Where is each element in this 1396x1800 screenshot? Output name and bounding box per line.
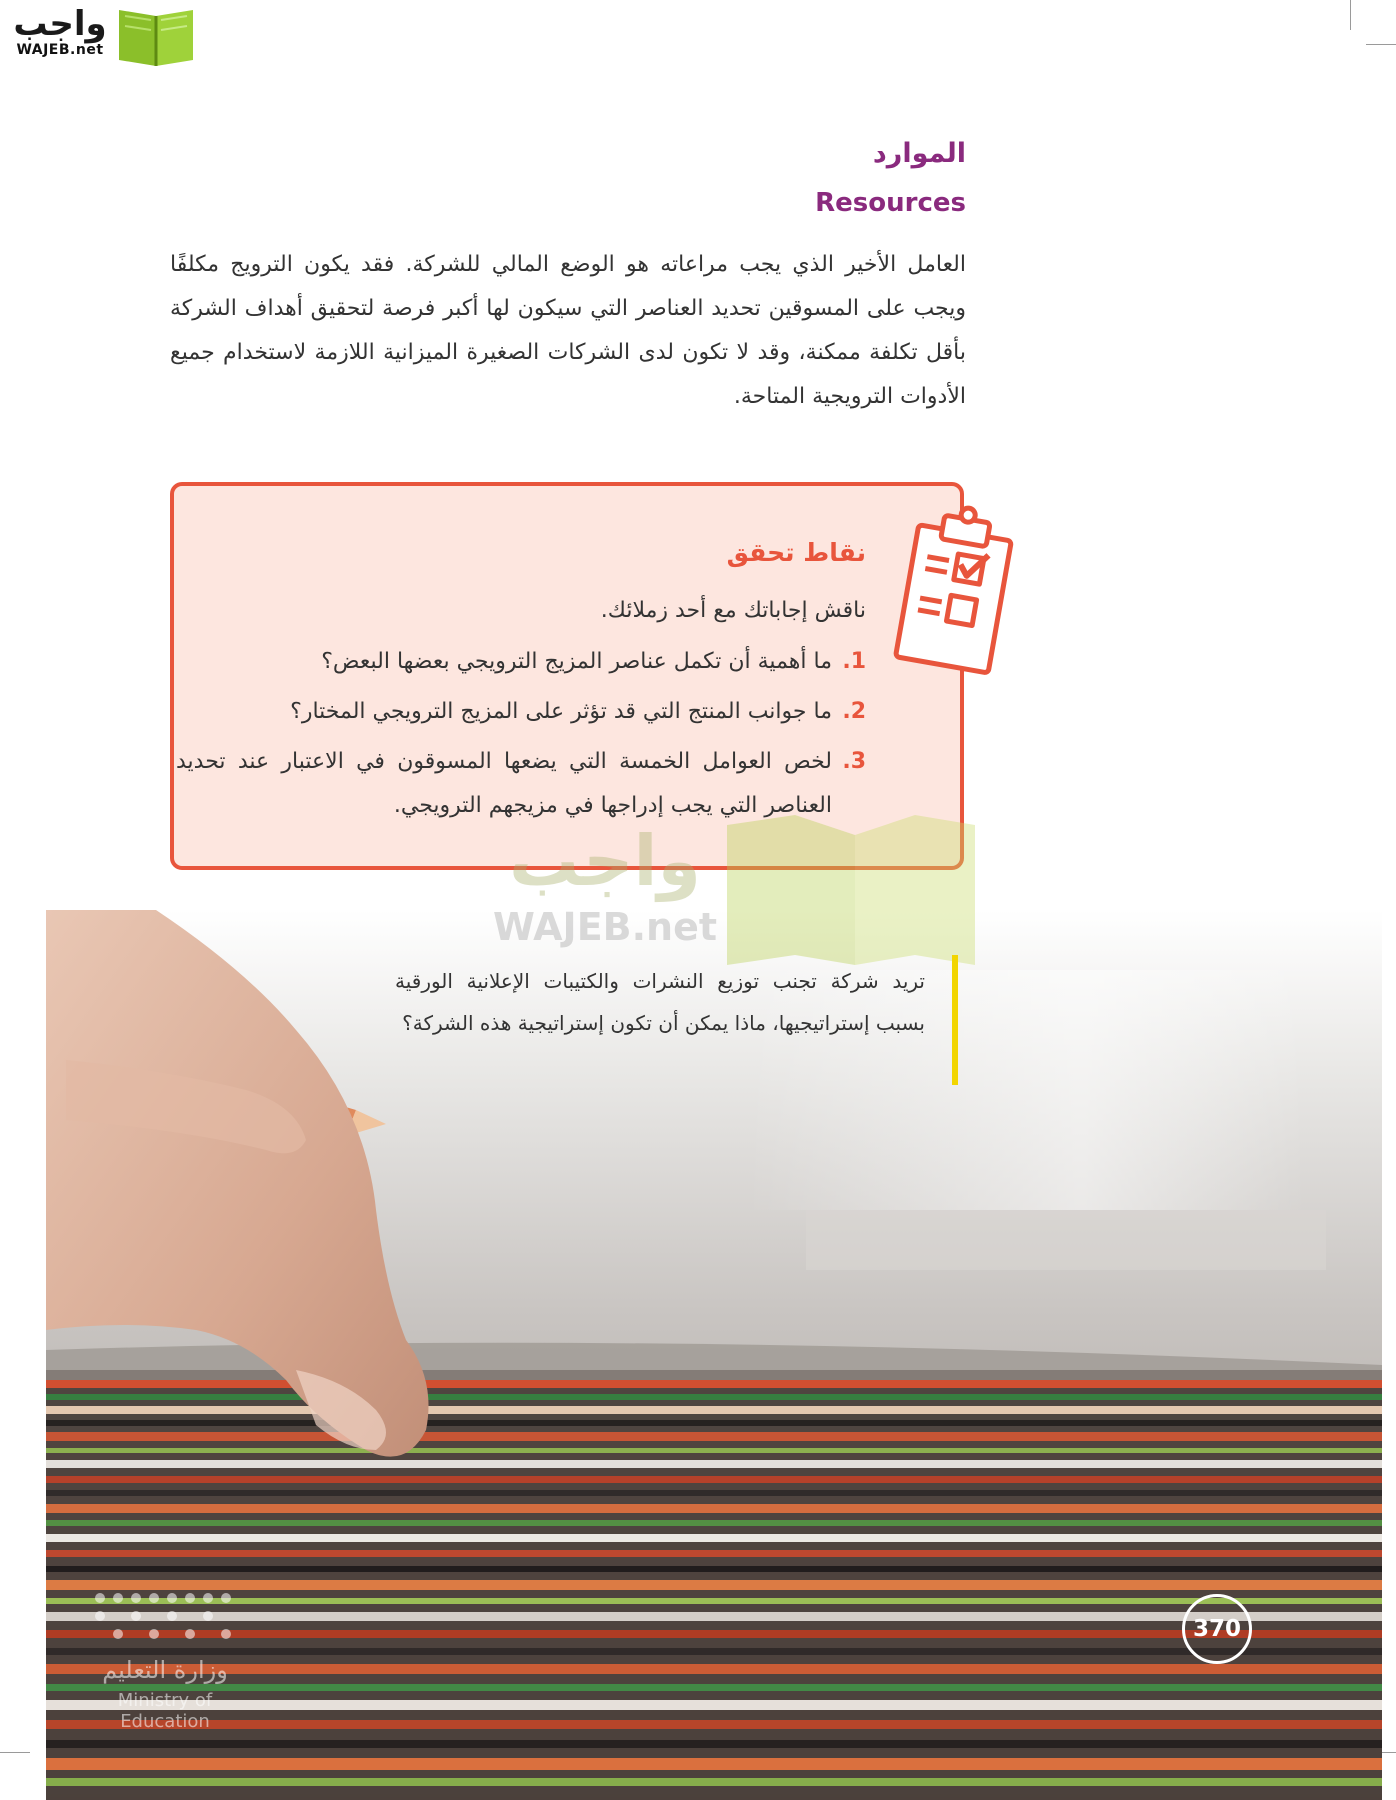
question-text: ما جوانب المنتج التي قد تؤثر على المزيج الترويجي المختار؟ — [290, 699, 832, 724]
crop-mark — [1366, 44, 1396, 45]
book-icon — [115, 6, 197, 68]
question-text: لخص العوامل الخمسة التي يضعها المسوقون في الاعتبار عند تحديد العناصر التي يجب إدراجها في مزيجهم الترويجي. — [176, 749, 832, 818]
question-number: 1. — [842, 649, 866, 674]
logo-latin-text: WAJEB.net — [16, 42, 104, 58]
clipboard-checklist-icon — [890, 500, 1020, 680]
question-text: ما أهمية أن تكمل عناصر المزيج الترويجي بعضها البعض؟ — [321, 649, 832, 674]
crop-mark — [0, 1752, 30, 1753]
ministry-dots-icon — [80, 1578, 250, 1648]
wajeb-logo[interactable] — [10, 6, 190, 66]
logo-arabic-text: واجب — [13, 4, 107, 44]
page-number: 370 — [1182, 1594, 1252, 1664]
questions-list — [176, 640, 866, 834]
question-item — [176, 690, 866, 734]
section-title-arabic: الموارد — [872, 138, 966, 169]
ministry-arabic: وزارة التعليم — [102, 1656, 228, 1684]
svg-text:واجب: واجب — [508, 820, 702, 902]
think-question: تريد شركة تجنب توزيع النشرات والكتيبات الإعلانية الورقية بسبب إستراتيجيها، ماذا يمكن أن تكون إستراتيجية هذه الشركة؟ — [395, 969, 925, 1035]
check-points-title: نقاط تحقق — [726, 538, 866, 567]
svg-text:WAJEB.net: WAJEB.net — [492, 905, 718, 949]
section-title-english: Resources — [815, 188, 966, 218]
question-item — [176, 640, 866, 684]
question-number: 3. — [842, 749, 866, 774]
question-number: 2. — [842, 699, 866, 724]
resources-paragraph: العامل الأخير الذي يجب مراعاته هو الوضع المالي للشركة. فقد يكون الترويج مكلفًا ويجب على المسوقين تحديد العناصر التي سيكون لها أكبر فرصة لتحقيق أهداف الشركة بأقل تكلفة ممكنة، وقد لا تكون لدى الشركات الصغيرة الميزانية اللازمة لاستخدام جميع الأدوات الترويجية المتاحة. — [170, 252, 966, 409]
crop-mark — [1350, 0, 1351, 30]
check-points-intro: ناقش إجاباتك مع أحد زملائك. — [600, 598, 866, 623]
ministry-english: Ministry of Education — [117, 1690, 213, 1732]
ministry-logo — [80, 1578, 255, 1732]
think-highlight-bar — [952, 955, 958, 1085]
